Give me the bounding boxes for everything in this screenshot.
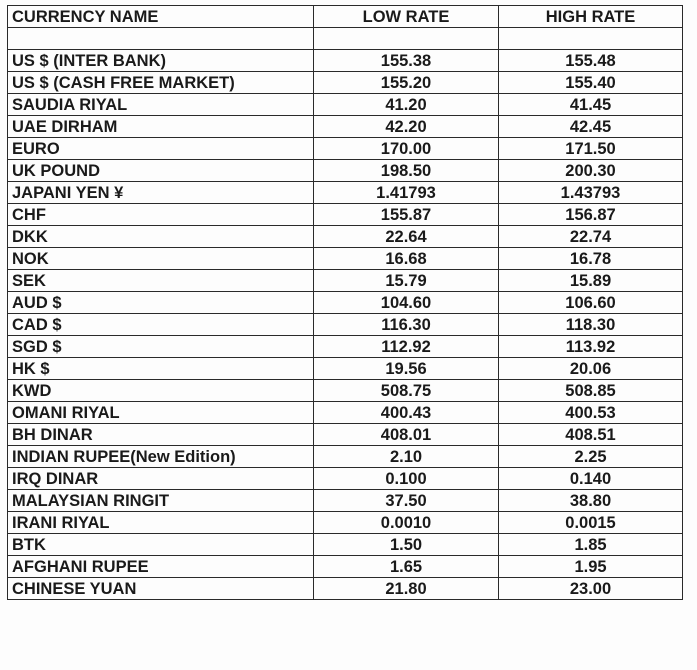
table-row: [8, 94, 683, 116]
high-rate-cell: 408.51: [499, 424, 683, 446]
currency-name-cell: NOK: [8, 248, 314, 270]
high-rate-cell: 1.85: [499, 534, 683, 556]
high-rate-cell: 118.30: [499, 314, 683, 336]
low-rate-cell: 42.20: [314, 116, 499, 138]
table-row: [8, 358, 683, 380]
high-rate-cell: 156.87: [499, 204, 683, 226]
table-row: [8, 182, 683, 204]
low-rate-cell: 21.80: [314, 578, 499, 600]
table-row: [8, 446, 683, 468]
low-rate-cell: 16.68: [314, 248, 499, 270]
high-rate-cell: 508.85: [499, 380, 683, 402]
table-row: [8, 138, 683, 160]
currency-name-cell: OMANI RIYAL: [8, 402, 314, 424]
currency-name-cell: INDIAN RUPEE(New Edition): [8, 446, 314, 468]
currency-name-cell: UK POUND: [8, 160, 314, 182]
currency-name-cell: UAE DIRHAM: [8, 116, 314, 138]
low-rate-cell: 1.65: [314, 556, 499, 578]
low-rate-cell: 0.100: [314, 468, 499, 490]
low-rate-cell: 104.60: [314, 292, 499, 314]
header-low-rate: LOW RATE: [314, 6, 499, 28]
currency-name-cell: EURO: [8, 138, 314, 160]
table-row: [8, 512, 683, 534]
high-rate-cell: 200.30: [499, 160, 683, 182]
high-rate-cell: 106.60: [499, 292, 683, 314]
blank-cell: [8, 28, 314, 50]
table-row: [8, 490, 683, 512]
currency-name-cell: SGD $: [8, 336, 314, 358]
currency-name-cell: HK $: [8, 358, 314, 380]
currency-name-cell: SEK: [8, 270, 314, 292]
currency-name-cell: CHF: [8, 204, 314, 226]
blank-cell: [499, 28, 683, 50]
currency-name-cell: US $ (CASH FREE MARKET): [8, 72, 314, 94]
table-row: [8, 160, 683, 182]
currency-name-cell: IRQ DINAR: [8, 468, 314, 490]
table-body: [8, 50, 683, 600]
header-currency-name: CURRENCY NAME: [8, 6, 314, 28]
high-rate-cell: 155.40: [499, 72, 683, 94]
currency-name-cell: JAPANI YEN ¥: [8, 182, 314, 204]
table-row: [8, 50, 683, 72]
table-row: [8, 292, 683, 314]
low-rate-cell: 1.50: [314, 534, 499, 556]
low-rate-cell: 155.20: [314, 72, 499, 94]
high-rate-cell: 16.78: [499, 248, 683, 270]
table-row: [8, 534, 683, 556]
currency-name-cell: BTK: [8, 534, 314, 556]
low-rate-cell: 198.50: [314, 160, 499, 182]
high-rate-cell: 23.00: [499, 578, 683, 600]
currency-name-cell: AFGHANI RUPEE: [8, 556, 314, 578]
high-rate-cell: 38.80: [499, 490, 683, 512]
high-rate-cell: 15.89: [499, 270, 683, 292]
table-row: [8, 248, 683, 270]
table-row: [8, 578, 683, 600]
high-rate-cell: 20.06: [499, 358, 683, 380]
table-row: [8, 380, 683, 402]
high-rate-cell: 2.25: [499, 446, 683, 468]
high-rate-cell: 41.45: [499, 94, 683, 116]
table-row: [8, 556, 683, 578]
high-rate-cell: 42.45: [499, 116, 683, 138]
low-rate-cell: 22.64: [314, 226, 499, 248]
high-rate-cell: 155.48: [499, 50, 683, 72]
high-rate-cell: 1.43793: [499, 182, 683, 204]
high-rate-cell: 1.95: [499, 556, 683, 578]
currency-name-cell: KWD: [8, 380, 314, 402]
blank-spacer-row: [8, 28, 683, 50]
low-rate-cell: 15.79: [314, 270, 499, 292]
currency-name-cell: SAUDIA RIYAL: [8, 94, 314, 116]
low-rate-cell: 19.56: [314, 358, 499, 380]
low-rate-cell: 170.00: [314, 138, 499, 160]
currency-name-cell: AUD $: [8, 292, 314, 314]
table-row: [8, 336, 683, 358]
header-row: [8, 6, 683, 28]
table-row: [8, 116, 683, 138]
table-header: [8, 6, 683, 50]
currency-name-cell: MALAYSIAN RINGIT: [8, 490, 314, 512]
high-rate-cell: 113.92: [499, 336, 683, 358]
low-rate-cell: 155.87: [314, 204, 499, 226]
table-row: [8, 72, 683, 94]
low-rate-cell: 116.30: [314, 314, 499, 336]
table-row: [8, 204, 683, 226]
low-rate-cell: 41.20: [314, 94, 499, 116]
low-rate-cell: 408.01: [314, 424, 499, 446]
currency-name-cell: BH DINAR: [8, 424, 314, 446]
table-row: [8, 270, 683, 292]
table-row: [8, 424, 683, 446]
currency-name-cell: US $ (INTER BANK): [8, 50, 314, 72]
low-rate-cell: 112.92: [314, 336, 499, 358]
low-rate-cell: 400.43: [314, 402, 499, 424]
table-row: [8, 402, 683, 424]
table-row: [8, 314, 683, 336]
blank-cell: [314, 28, 499, 50]
low-rate-cell: 1.41793: [314, 182, 499, 204]
low-rate-cell: 37.50: [314, 490, 499, 512]
high-rate-cell: 22.74: [499, 226, 683, 248]
high-rate-cell: 0.0015: [499, 512, 683, 534]
currency-name-cell: CHINESE YUAN: [8, 578, 314, 600]
header-high-rate: HIGH RATE: [499, 6, 683, 28]
high-rate-cell: 0.140: [499, 468, 683, 490]
currency-rates-table: [7, 5, 683, 600]
low-rate-cell: 0.0010: [314, 512, 499, 534]
currency-name-cell: IRANI RIYAL: [8, 512, 314, 534]
currency-name-cell: DKK: [8, 226, 314, 248]
table-row: [8, 468, 683, 490]
high-rate-cell: 171.50: [499, 138, 683, 160]
high-rate-cell: 400.53: [499, 402, 683, 424]
low-rate-cell: 2.10: [314, 446, 499, 468]
currency-name-cell: CAD $: [8, 314, 314, 336]
low-rate-cell: 508.75: [314, 380, 499, 402]
table-row: [8, 226, 683, 248]
low-rate-cell: 155.38: [314, 50, 499, 72]
